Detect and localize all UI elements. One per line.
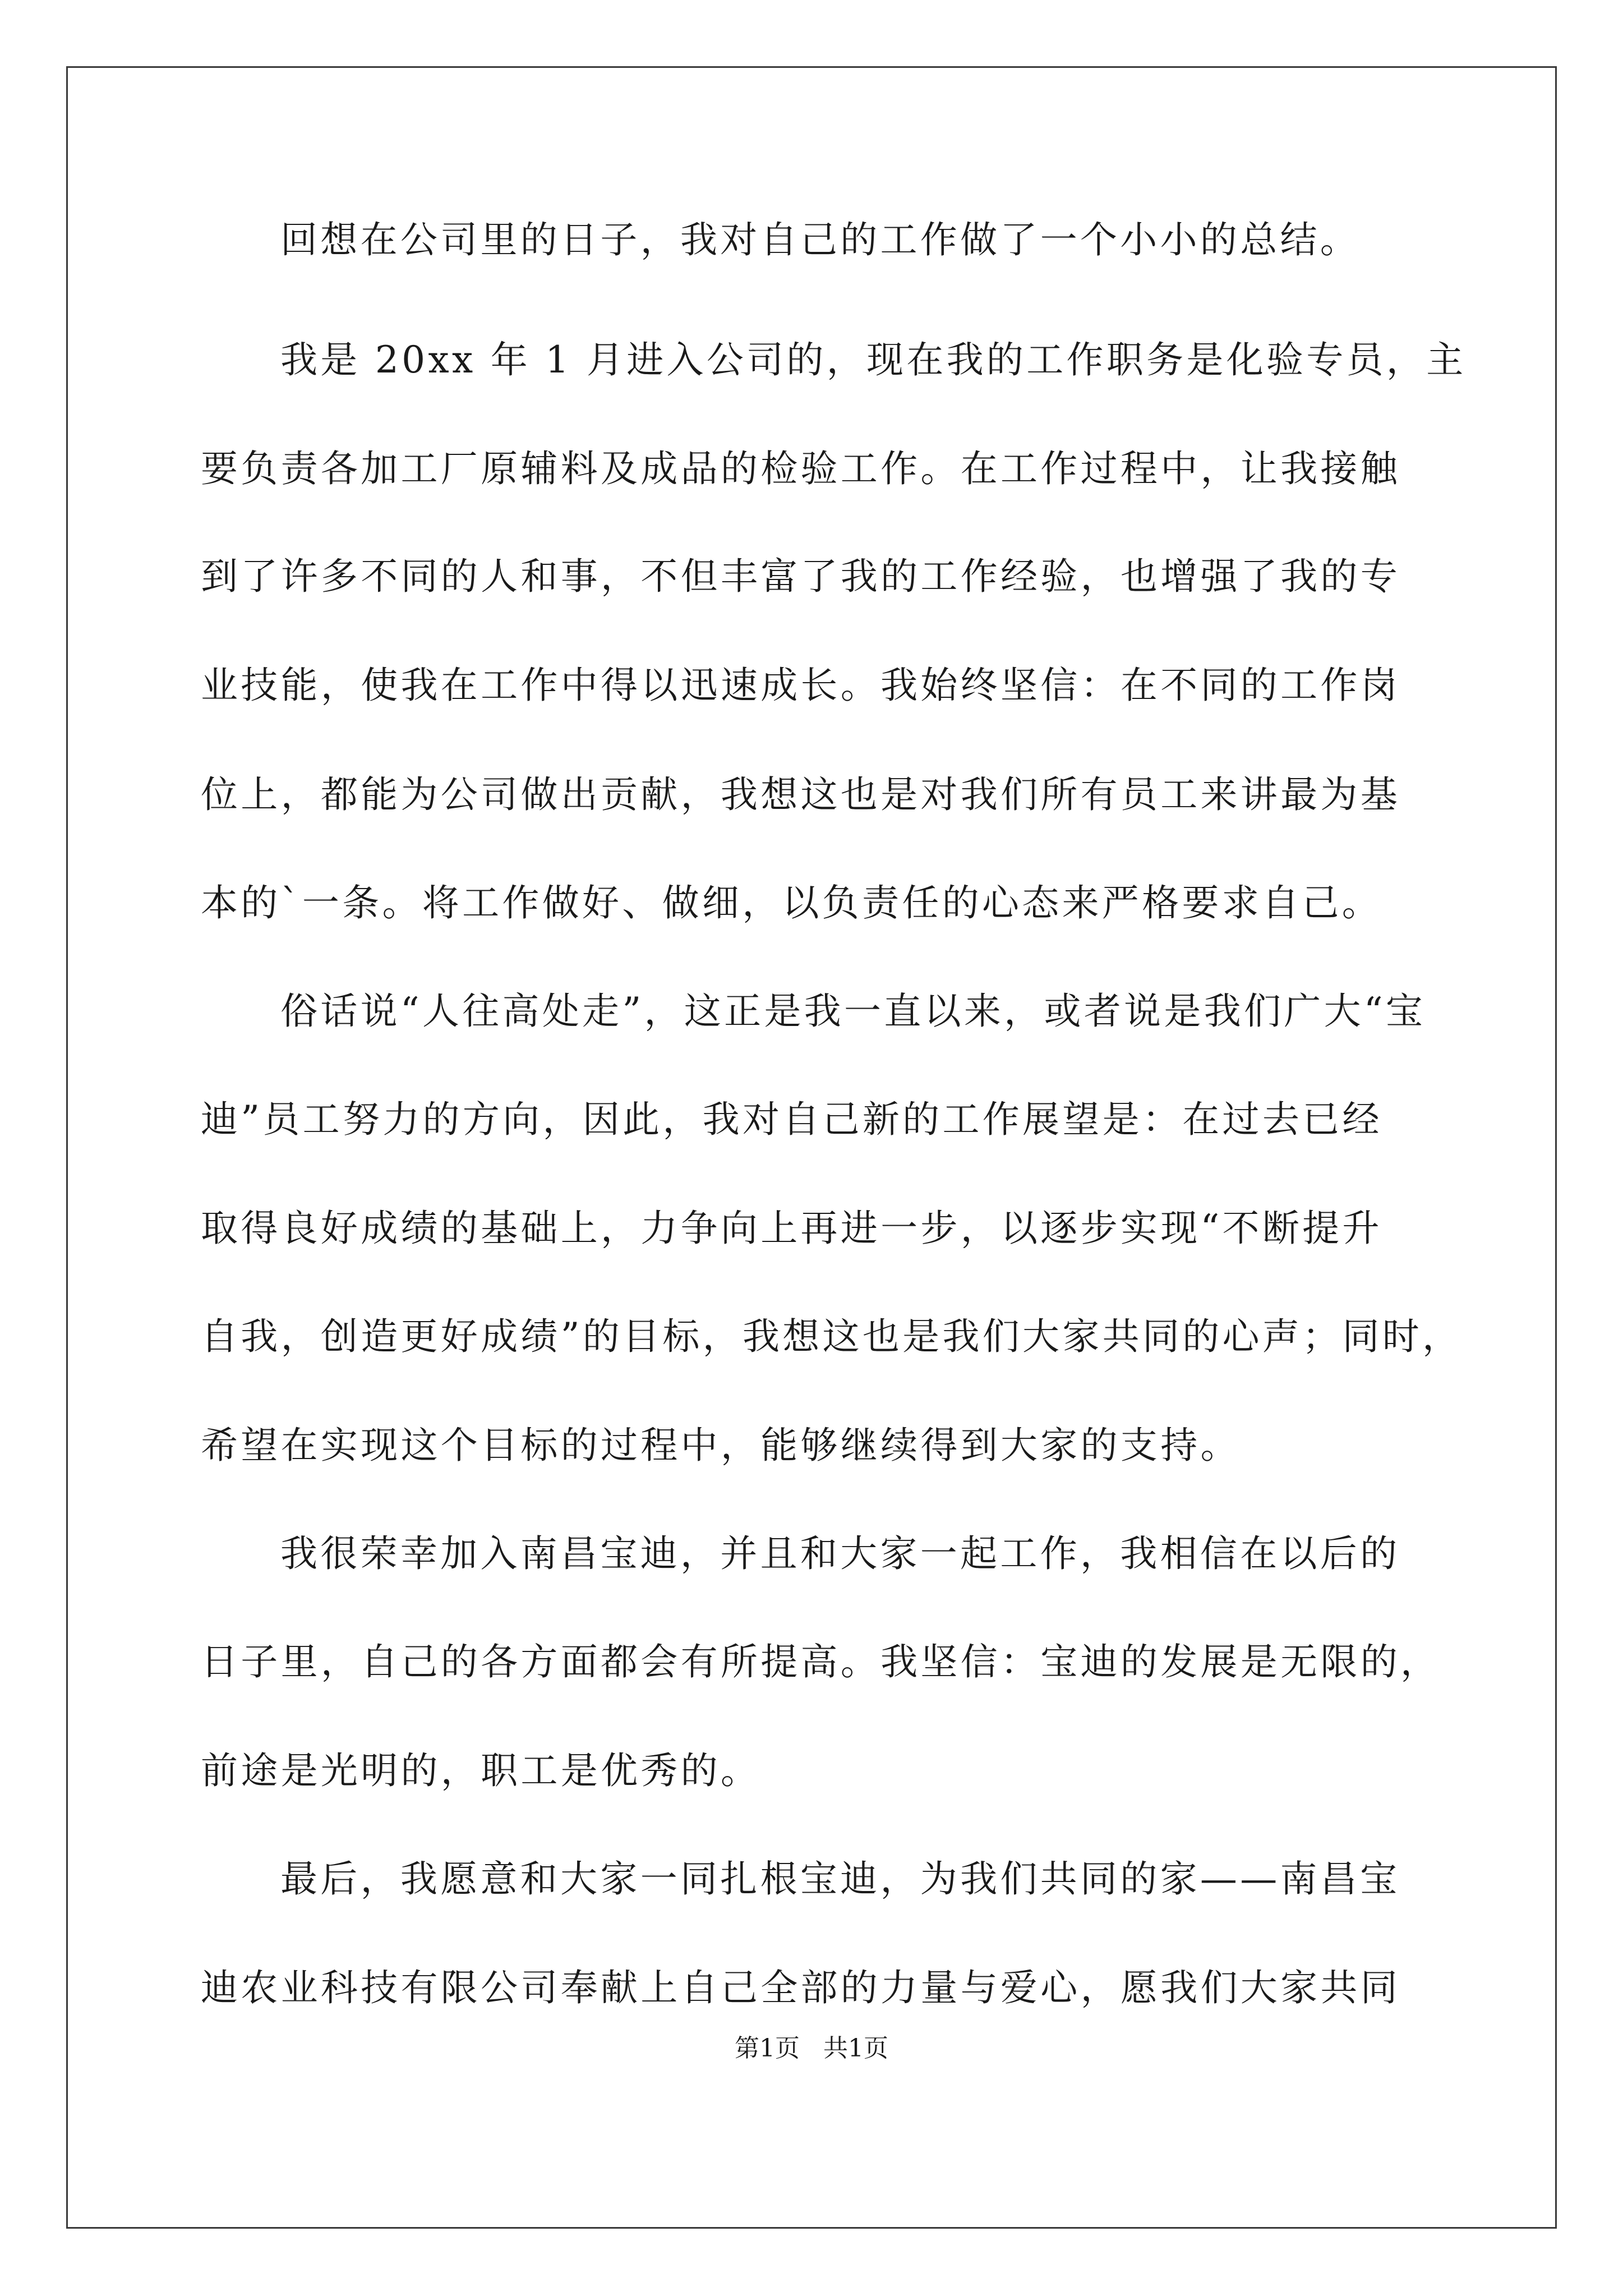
page-number-footer: 第1页 共1页	[735, 2034, 888, 2063]
text-line: 要负责各加工厂原辅料及成品的检验工作。在工作过程中，让我接触	[201, 447, 1400, 490]
text-line: 希望在实现这个目标的过程中，能够继续得到大家的支持。	[201, 1424, 1241, 1467]
text-line: 迪”员工努力的方向，因此，我对自己新的工作展望是：在过去已经	[201, 1098, 1382, 1141]
text-line: 位上，都能为公司做出贡献，我想这也是对我们所有员工来讲最为基	[201, 773, 1400, 816]
text-line: 日子里，自己的各方面都会有所提高。我坚信：宝迪的发展是无限的，	[201, 1640, 1441, 1683]
text-line: 最后，我愿意和大家一同扎根宝迪，为我们共同的家——南昌宝	[280, 1857, 1400, 1901]
text-line: 迪农业科技有限公司奉献上自己全部的力量与爱心，愿我们大家共同	[201, 1966, 1400, 2009]
text-line: 俗话说“人往高处走”，这正是我一直以来，或者说是我们广大“宝	[280, 990, 1426, 1033]
text-line: 取得良好成绩的基础上，力争向上再进一步，以逐步实现“不断提升	[201, 1207, 1382, 1250]
text-line: 前途是光明的，职工是优秀的。	[201, 1749, 761, 1792]
text-line: 业技能，使我在工作中得以迅速成长。我始终坚信：在不同的工作岗	[201, 664, 1400, 707]
text-line: 自我，创造更好成绩”的目标，我想这也是我们大家共同的心声；同时，	[201, 1315, 1463, 1358]
text-line: 回想在公司里的日子，我对自己的工作做了一个小小的总结。	[280, 218, 1361, 261]
text-line: 我是 20xx 年 1 月进入公司的，现在我的工作职务是化验专员，主	[280, 338, 1467, 381]
text-line: 到了许多不同的人和事，不但丰富了我的工作经验，也增强了我的专	[201, 555, 1400, 598]
text-line: 我很荣幸加入南昌宝迪，并且和大家一起工作，我相信在以后的	[280, 1532, 1400, 1575]
text-line: 本的`一条。将工作做好、做细，以负责任的心态来严格要求自己。	[201, 881, 1382, 924]
